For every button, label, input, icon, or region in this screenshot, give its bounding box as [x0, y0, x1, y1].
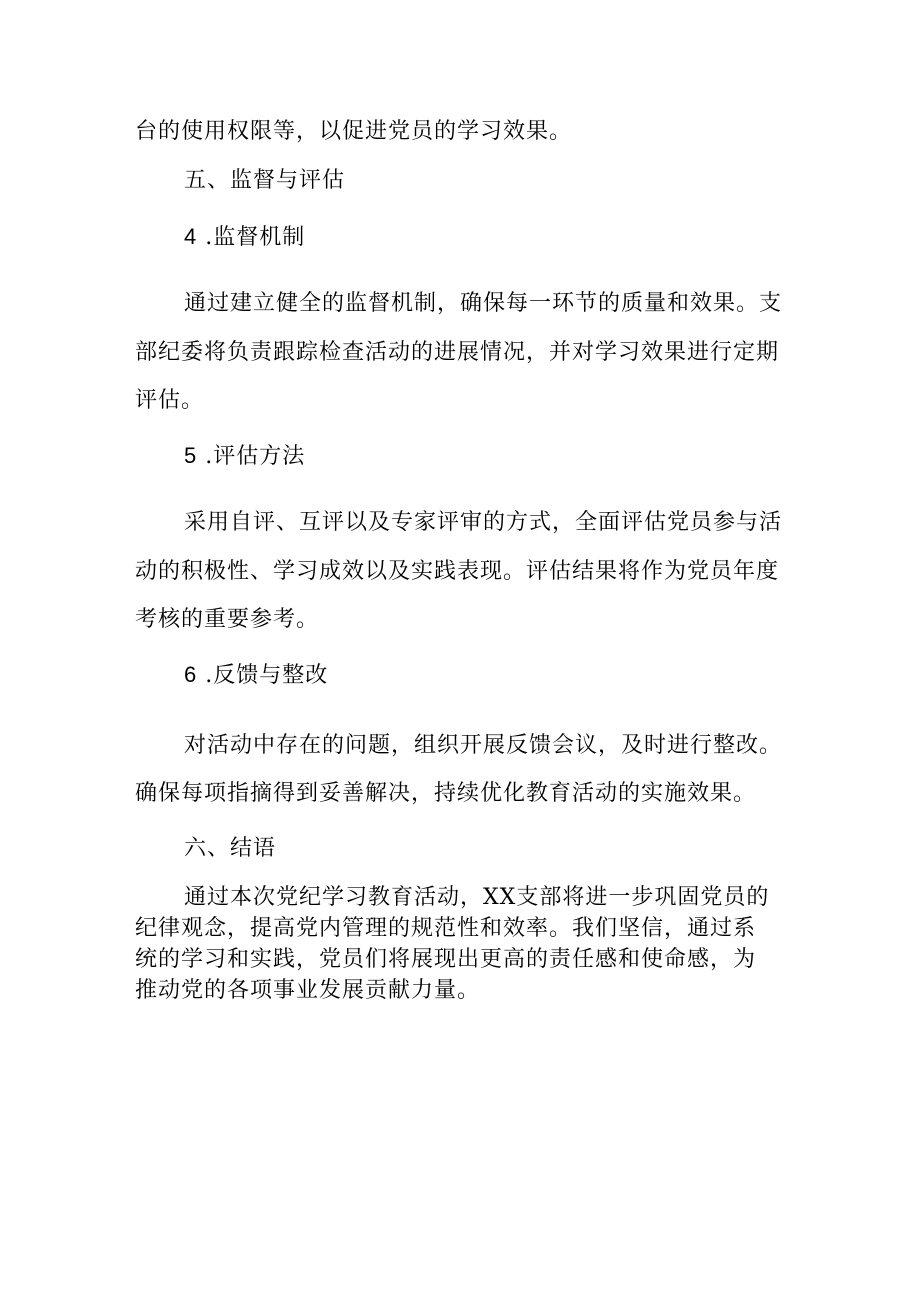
paragraph-line: 统的学习和实践，党员们将展现出更高的责任感和使命感，为 [135, 947, 757, 972]
paragraph-line: 评估。 [135, 388, 205, 413]
subheading-text: .评估方法 [205, 444, 306, 469]
paragraph-line: 纪律观念，提高党内管理的规范性和效率。我们坚信，通过系 [135, 916, 757, 941]
paragraph-line: 动的积极性、学习成效以及实践表现。评估结果将作为党员年度 [135, 559, 780, 584]
paragraph-tail-line: 台的使用权限等，以促进党员的学习效果。 [135, 119, 573, 144]
paragraph-line: 通过本次党纪学习教育活动，XX支部将进一步巩固党员的 [184, 885, 770, 910]
subheading-evaluation-method [184, 441, 305, 472]
subheading-number: 5 [184, 443, 198, 468]
subheading-feedback [184, 660, 328, 691]
subheading-text: .反馈与整改 [205, 663, 329, 688]
paragraph-line: 确保每项指摘得到妥善解决，持续优化教育活动的实施效果。 [135, 781, 757, 806]
subheading-supervision-mechanism [184, 222, 305, 253]
section-heading-supervision: 五、监督与评估 [184, 168, 346, 193]
subheading-text: .监督机制 [205, 225, 306, 250]
paragraph-line: 通过建立健全的监督机制，确保每一环节的质量和效果。支 [184, 291, 783, 316]
paragraph-line: 部纪委将负责跟踪检查活动的进展情况，并对学习效果进行定期 [135, 340, 780, 365]
paragraph-line: 考核的重要参考。 [135, 607, 320, 632]
subheading-number: 4 [184, 224, 198, 249]
section-heading-conclusion: 六、结语 [184, 836, 277, 861]
paragraph-line: 采用自评、互评以及专家评审的方式，全面评估党员参与活 [184, 510, 783, 535]
subheading-number: 6 [184, 662, 198, 687]
paragraph-line: 推动党的各项事业发展贡献力量。 [135, 978, 481, 1003]
paragraph-line: 对活动中存在的问题，组织开展反馈会议，及时进行整改。 [184, 733, 783, 758]
